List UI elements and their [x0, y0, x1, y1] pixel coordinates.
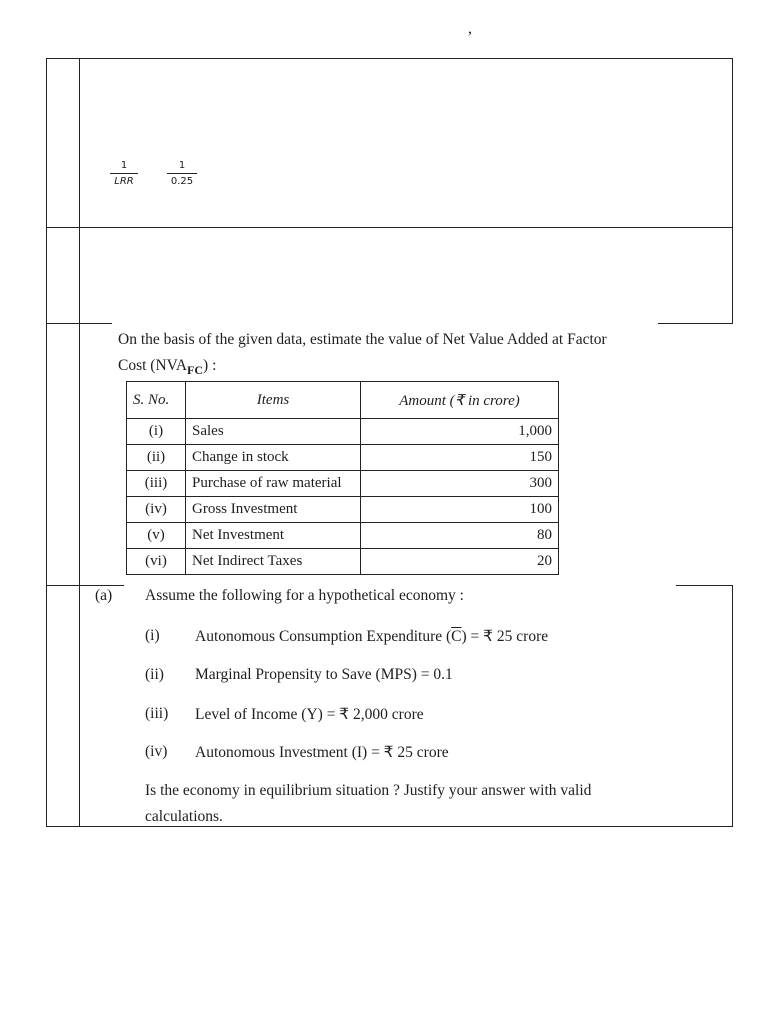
nva-question-line-1: On the basis of the given data, estimate the value of Net Value Added at Factor [118, 331, 607, 348]
fraction-one-over-lrr [110, 160, 138, 187]
row-item: Net Investment [186, 523, 361, 549]
assumption-text-pre: Autonomous Consumption Expenditure ( [195, 628, 452, 645]
assumption-text-post: ) = ₹ 25 crore [461, 628, 549, 645]
row-item: Gross Investment [186, 497, 361, 523]
table-row [127, 497, 559, 523]
fraction-numerator: 1 [120, 160, 128, 171]
nva-question-line-2-prefix: Cost (NVA [118, 357, 188, 374]
assumption-label: (iv) [145, 743, 168, 760]
row-divider-3-right [676, 585, 733, 586]
row-amount: 150 [361, 445, 559, 471]
closing-question-line-1: Is the economy in equilibrium situation ? Justify your answer with valid [145, 782, 592, 799]
table-row [127, 471, 559, 497]
table-row [127, 523, 559, 549]
row-sno: (i) [127, 419, 186, 445]
nva-subscript: FC [187, 363, 204, 377]
row-amount: 80 [361, 523, 559, 549]
assumption-text: Level of Income (Y) = ₹ 2,000 crore [195, 706, 424, 723]
row-item: Change in stock [186, 445, 361, 471]
row-amount: 300 [361, 471, 559, 497]
row-divider-1 [46, 227, 733, 228]
row-sno: (ii) [127, 445, 186, 471]
frame-right-border-lower [732, 586, 733, 827]
assumption-text [195, 627, 548, 646]
row-item: Net Indirect Taxes [186, 549, 361, 575]
row-sno: (vi) [127, 549, 186, 575]
fraction-numerator: 1 [178, 160, 186, 171]
nva-data-table [126, 381, 559, 575]
row-divider-2-right [658, 323, 733, 324]
row-item: Sales [186, 419, 361, 445]
row-sno: (iii) [127, 471, 186, 497]
nva-question-line-2-suffix: ) : [203, 357, 217, 374]
closing-question-line-2: calculations. [145, 808, 223, 825]
assumption-text: Marginal Propensity to Save (MPS) = 0.1 [195, 666, 453, 683]
row-divider-2-left [46, 323, 112, 324]
fraction-denominator: LRR [114, 176, 134, 187]
row-amount: 100 [361, 497, 559, 523]
column-header-items: Items [186, 382, 361, 419]
top-mark: , [468, 20, 472, 37]
table-row [127, 549, 559, 575]
frame-left-border [46, 58, 47, 827]
fraction-one-over-0-25 [167, 160, 197, 187]
row-divider-3-left [46, 585, 124, 586]
table-header-row [127, 382, 559, 419]
frame-top-border [46, 58, 733, 59]
equilibrium-intro: Assume the following for a hypothetical economy : [145, 587, 464, 604]
row-amount: 20 [361, 549, 559, 575]
assumption-label: (ii) [145, 666, 164, 683]
column-header-sno: S. No. [127, 382, 186, 419]
nva-question-line-2 [118, 353, 216, 383]
column-header-amount: Amount (₹ in crore) [361, 382, 559, 419]
table-row [127, 419, 559, 445]
question-part-label: (a) [95, 587, 113, 604]
row-sno: (iv) [127, 497, 186, 523]
frame-number-column-divider [79, 58, 80, 827]
row-amount: 1,000 [361, 419, 559, 445]
table-row [127, 445, 559, 471]
assumption-text: Autonomous Investment (I) = ₹ 25 crore [195, 744, 449, 761]
c-bar-symbol: $\overline{C}$ [451, 628, 462, 645]
row-sno: (v) [127, 523, 186, 549]
assumption-label: (i) [145, 627, 160, 644]
assumption-label: (iii) [145, 705, 169, 722]
frame-right-border-upper [732, 58, 733, 323]
row-item: Purchase of raw material [186, 471, 361, 497]
fraction-denominator: 0.25 [170, 176, 194, 187]
